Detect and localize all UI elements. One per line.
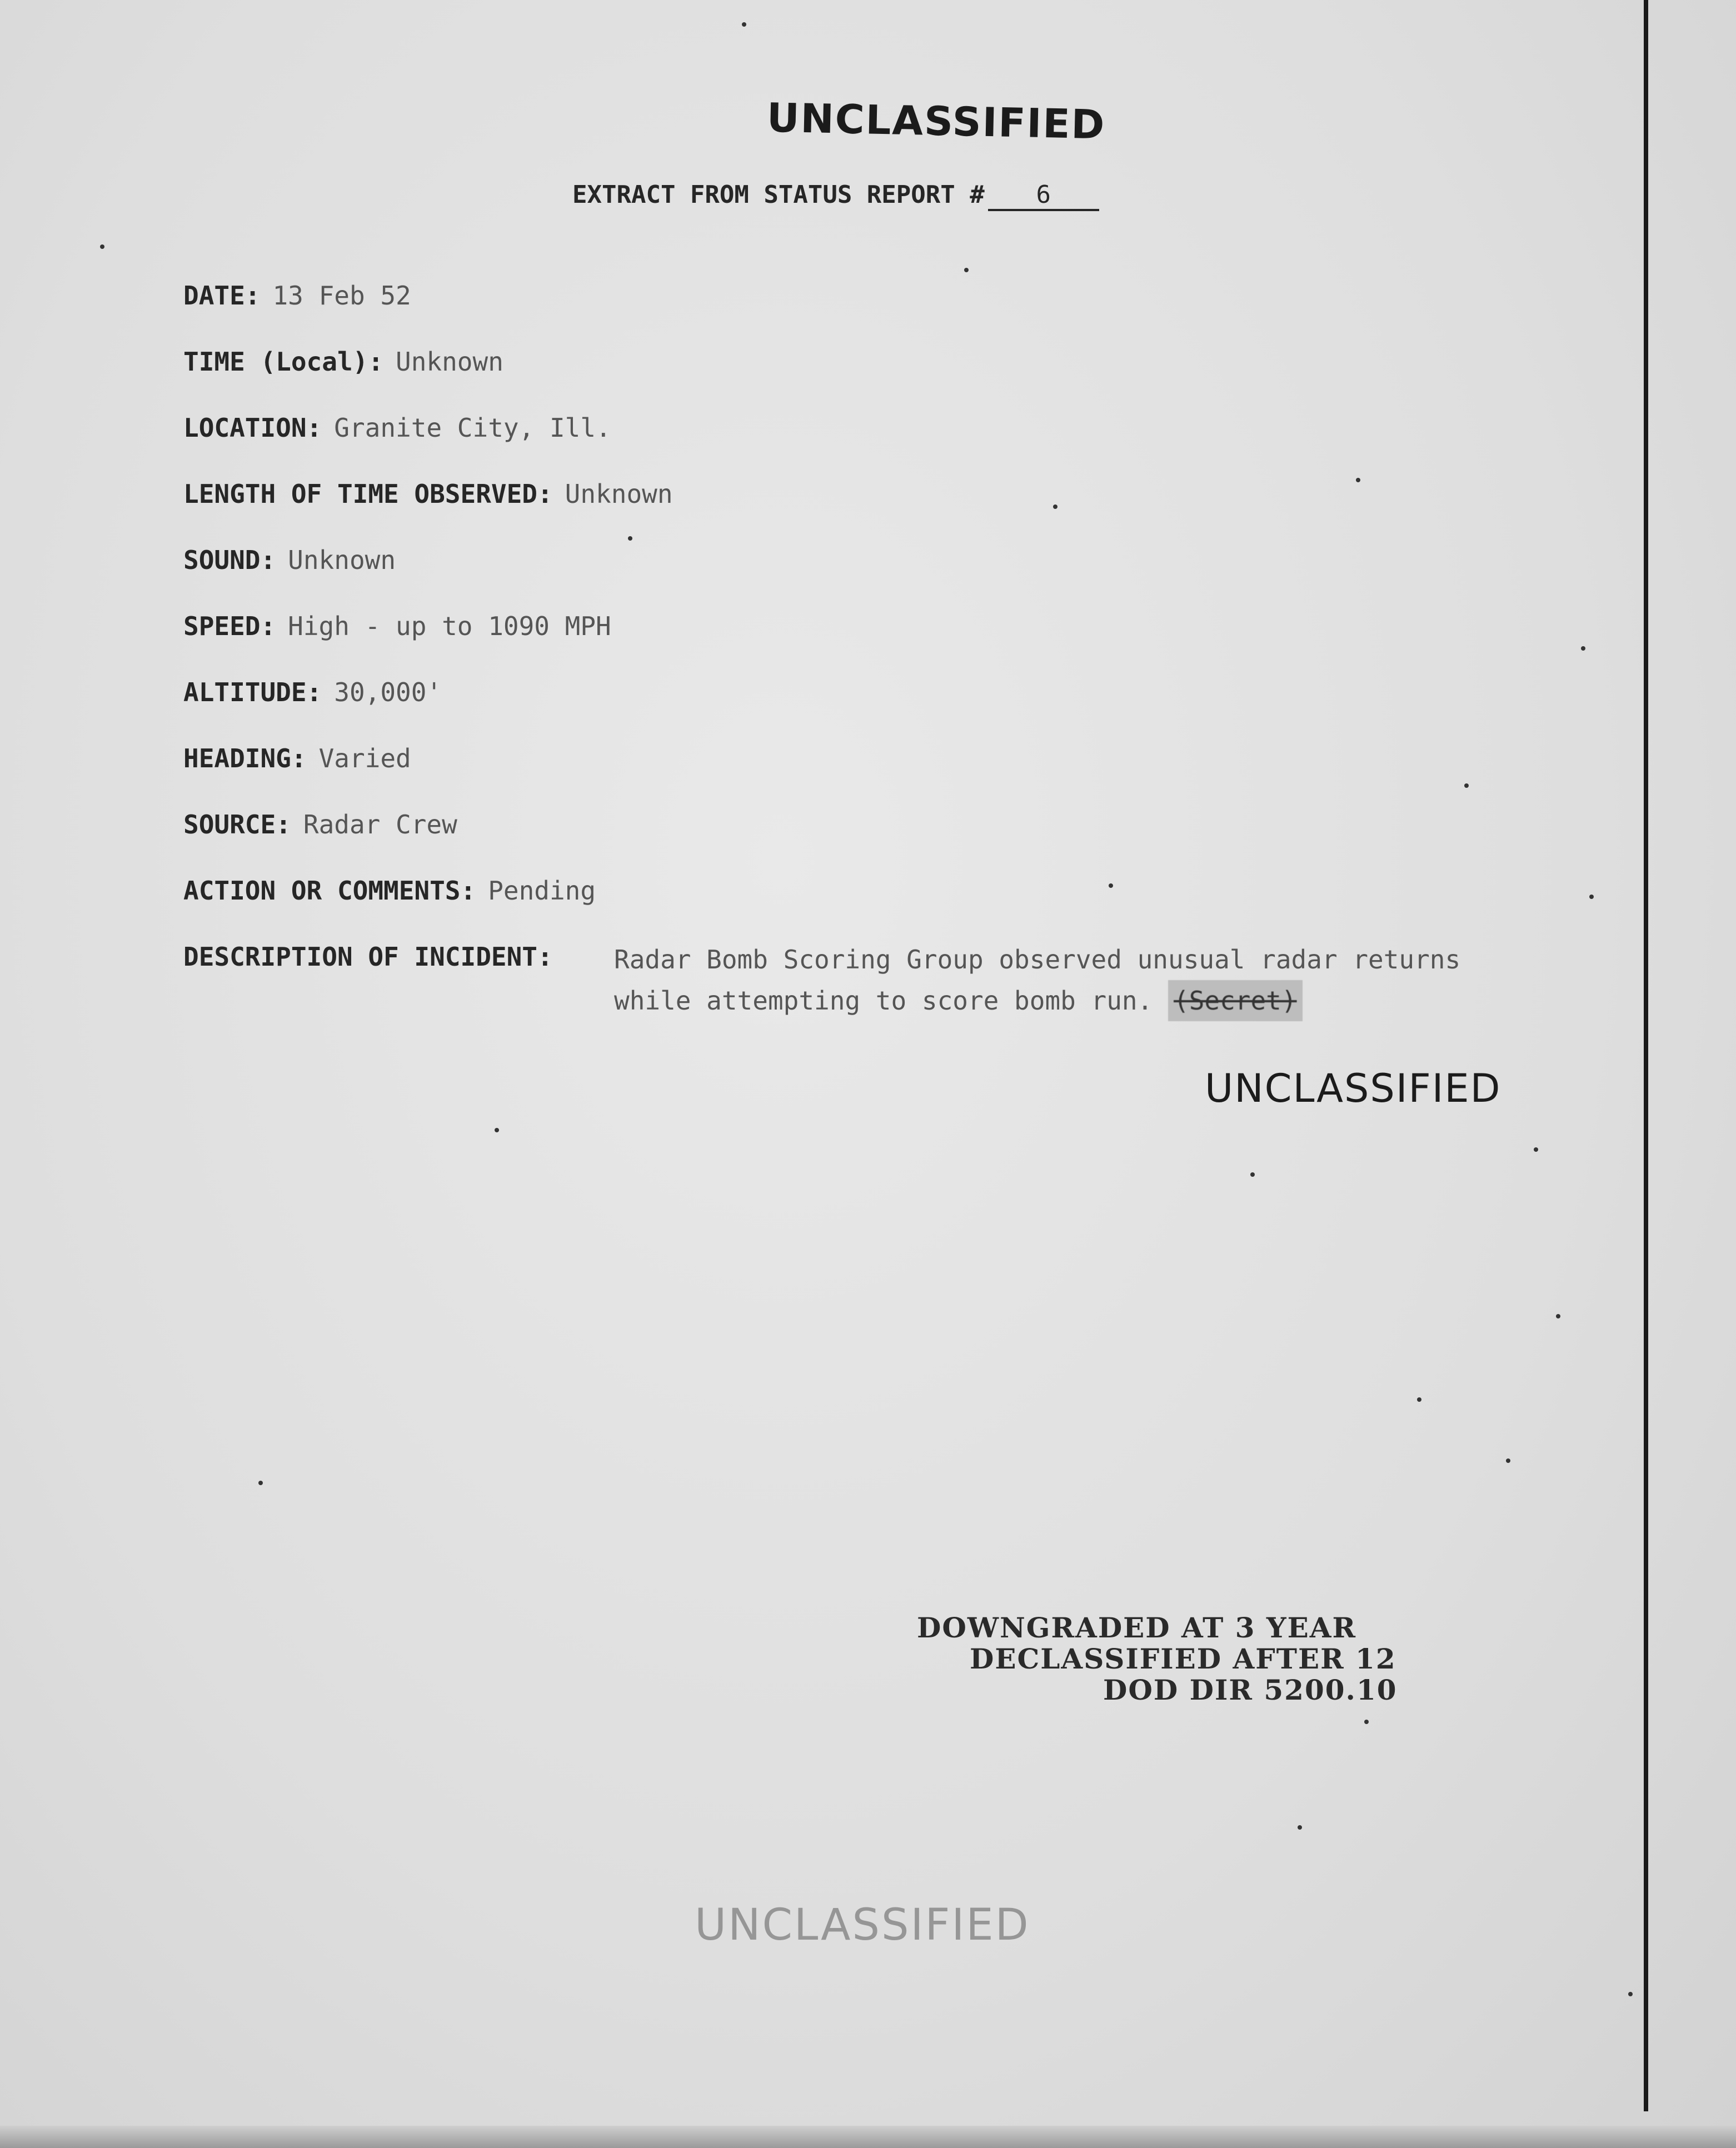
field-label: HEADING:: [183, 743, 307, 773]
description-text: [614, 939, 1559, 1021]
field-label: LOCATION:: [183, 413, 322, 443]
field-value: Granite City, Ill.: [334, 413, 611, 443]
field-source: [183, 810, 457, 840]
struck-classification: (Secret): [1168, 980, 1303, 1021]
scan-speck: [1534, 1147, 1538, 1152]
field-label: SOUND:: [183, 545, 276, 575]
field-value: 30,000': [334, 677, 442, 707]
report-title: EXTRACT FROM STATUS REPORT #: [572, 181, 985, 209]
scan-speck: [1589, 895, 1594, 899]
scan-speck: [1581, 646, 1585, 651]
scan-speck: [1250, 1172, 1255, 1177]
field-speed: [183, 611, 611, 641]
report-header: [572, 181, 1099, 211]
classification-stamp-bottom: UNCLASSIFIED: [695, 1900, 1030, 1950]
field-date: [183, 281, 411, 311]
field-label: DESCRIPTION OF INCIDENT:: [183, 942, 553, 972]
scan-bottom-strip: [0, 2126, 1736, 2148]
field-value: Pending: [488, 876, 596, 906]
scan-speck: [1506, 1458, 1510, 1463]
page-edge-line: [1644, 0, 1648, 2111]
scan-speck: [964, 268, 969, 272]
field-action: [183, 876, 596, 906]
scan-speck: [1417, 1397, 1421, 1402]
scan-speck: [742, 22, 746, 27]
field-label: SOURCE:: [183, 810, 291, 840]
scan-speck: [1464, 783, 1469, 788]
field-value: Unknown: [288, 545, 396, 575]
report-number: 6: [988, 181, 1099, 211]
scan-speck: [495, 1128, 499, 1132]
scan-speck: [100, 244, 104, 249]
scan-speck: [1556, 1314, 1560, 1318]
field-location: [183, 413, 611, 443]
field-value: Radar Crew: [303, 810, 457, 840]
field-value: Unknown: [565, 479, 673, 509]
field-label: TIME (Local):: [183, 347, 384, 377]
field-label: DATE:: [183, 281, 261, 311]
field-value: High - up to 1090 MPH: [288, 611, 611, 641]
field-label: ACTION OR COMMENTS:: [183, 876, 476, 906]
downgrade-line: DECLASSIFIED AFTER 12: [970, 1642, 1396, 1675]
scan-speck: [1356, 478, 1360, 482]
scan-speck: [628, 536, 632, 541]
classification-stamp-middle: UNCLASSIFIED: [1205, 1066, 1501, 1111]
description-line-2: [614, 980, 1559, 1021]
field-label: ALTITUDE:: [183, 677, 322, 707]
field-label: LENGTH OF TIME OBSERVED:: [183, 479, 553, 509]
scan-speck: [1364, 1720, 1369, 1724]
field-value: 13 Feb 52: [272, 281, 411, 311]
downgrade-line: DOWNGRADED AT 3 YEAR: [917, 1611, 1357, 1644]
field-time: [183, 347, 503, 377]
field-description: [183, 942, 553, 972]
scan-speck: [1053, 504, 1057, 509]
scan-speck: [258, 1481, 263, 1485]
field-value: Varied: [318, 743, 411, 773]
field-heading: [183, 743, 411, 773]
description-line: while attempting to score bomb run.: [614, 986, 1153, 1016]
classification-stamp-top: UNCLASSIFIED: [766, 94, 1106, 148]
scan-speck: [1109, 883, 1113, 888]
field-label: SPEED:: [183, 611, 276, 641]
field-sound: [183, 545, 396, 575]
field-value: Unknown: [396, 347, 503, 377]
scan-speck: [1628, 1992, 1633, 1996]
field-length-observed: [183, 479, 673, 509]
downgrade-line: DOD DIR 5200.10: [1103, 1674, 1398, 1706]
field-altitude: [183, 677, 442, 707]
scan-speck: [1298, 1825, 1302, 1830]
description-line: Radar Bomb Scoring Group observed unusual radar returns: [614, 945, 1461, 975]
